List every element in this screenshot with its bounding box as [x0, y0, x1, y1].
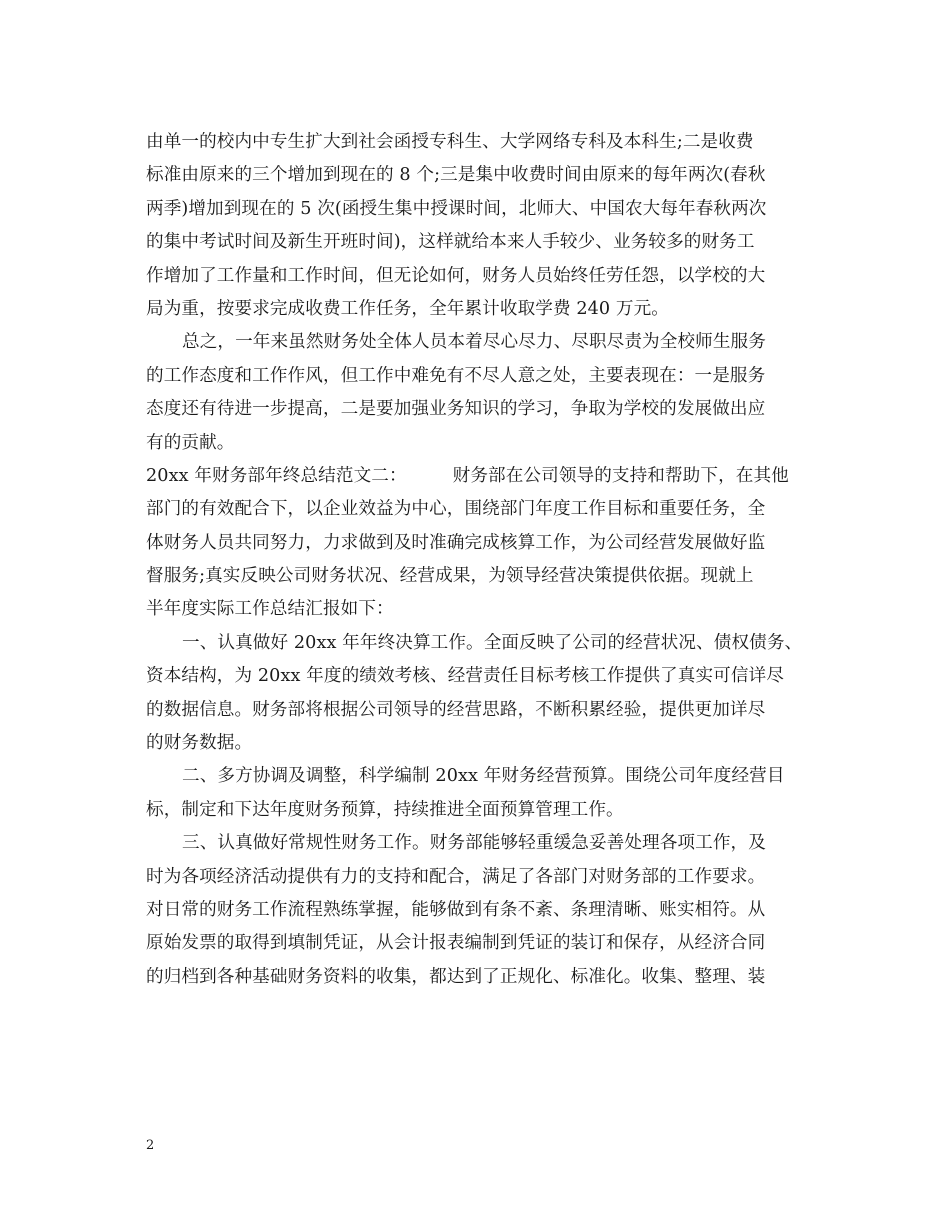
section-heading-line: [146, 460, 826, 493]
text-line: 有的贡献。: [146, 432, 235, 453]
text-line: 作增加了工作量和工作时间，但无论如何，财务人员始终任劳任怨，以学校的大: [146, 265, 766, 286]
text-line: 态度还有待进一步提高，二是要加强业务知识的学习，争取为学校的发展做出应: [146, 399, 766, 420]
text-line: 的归档到各种基础财务资料的收集，都达到了正规化、标准化。收集、整理、装: [146, 966, 766, 987]
text-line: 的数据信息。财务部将根据公司领导的经营思路，不断积累经验，提供更加详尽: [146, 699, 766, 720]
text-line: 原始发票的取得到填制凭证，从会计报表编制到凭证的装订和保存，从经济合同: [146, 933, 766, 954]
text-line: 半年度实际工作总结汇报如下：: [146, 599, 394, 620]
text-line: 由单一的校内中专生扩大到社会函授专科生、大学网络专科及本科生;二是收费: [146, 132, 754, 152]
text-line: 两季)增加到现在的 5 次(函授生集中授课时间，北师大、中国农大每年春秋两次: [146, 198, 767, 219]
paragraph-first-line: 三、认真做好常规性财务工作。财务部能够轻重缓急妥善处理各项工作，及: [182, 833, 766, 854]
text-line: 体财务人员共同努力，力求做到及时准确完成核算工作，为公司经营发展做好监: [146, 532, 766, 553]
text-line: 标，制定和下达年度财务预算，持续推进全面预算管理工作。: [146, 799, 624, 820]
page-number: 2: [146, 1138, 155, 1153]
paragraph-first-line: 二、多方协调及调整，科学编制 20xx 年财务经营预算。围绕公司年度经营目: [182, 766, 785, 787]
text-line: 时为各项经济活动提供有力的支持和配合，满足了各部门对财务部的工作要求。: [146, 866, 766, 887]
text-line: 财务部在公司领导的支持和帮助下，在其他: [452, 465, 789, 486]
paragraph-first-line: 总之，一年来虽然财务处全体人员本着尽心尽力、尽职尽责为全校师生服务: [182, 332, 766, 353]
paragraph-first-line: 一、认真做好 20xx 年年终决算工作。全面反映了公司的经营状况、债权债务、: [182, 632, 803, 653]
text-line: 的工作态度和工作作风，但工作中难免有不尽人意之处，主要表现在：一是服务: [146, 365, 766, 386]
text-line: 局为重，按要求完成收费工作任务，全年累计收取学费 240 万元。: [146, 298, 669, 319]
section-heading: 20xx 年财务部年终总结范文二：: [146, 465, 407, 486]
text-line: 督服务;真实反映公司财务状况、经营成果，为领导经营决策提供依据。现就上: [146, 566, 754, 587]
text-line: 对日常的财务工作流程熟练掌握，能够做到有条不紊、条理清晰、账实相符。从: [146, 899, 766, 920]
text-line: 的财务数据。: [146, 733, 253, 754]
text-line: 标准由原来的三个增加到现在的 8 个;三是集中收费时间由原来的每年两次(春秋: [146, 165, 766, 186]
text-line: 的集中考试时间及新生开班时间)，这样就给本来人手较少、业务较多的财务工: [146, 232, 755, 253]
text-line: 部门的有效配合下，以企业效益为中心，围绕部门年度工作目标和重要任务，全: [146, 499, 766, 520]
text-line: 资本结构，为 20xx 年度的绩效考核、经营责任目标考核工作提供了真实可信详尽: [146, 666, 784, 687]
document-body: [146, 126, 826, 994]
